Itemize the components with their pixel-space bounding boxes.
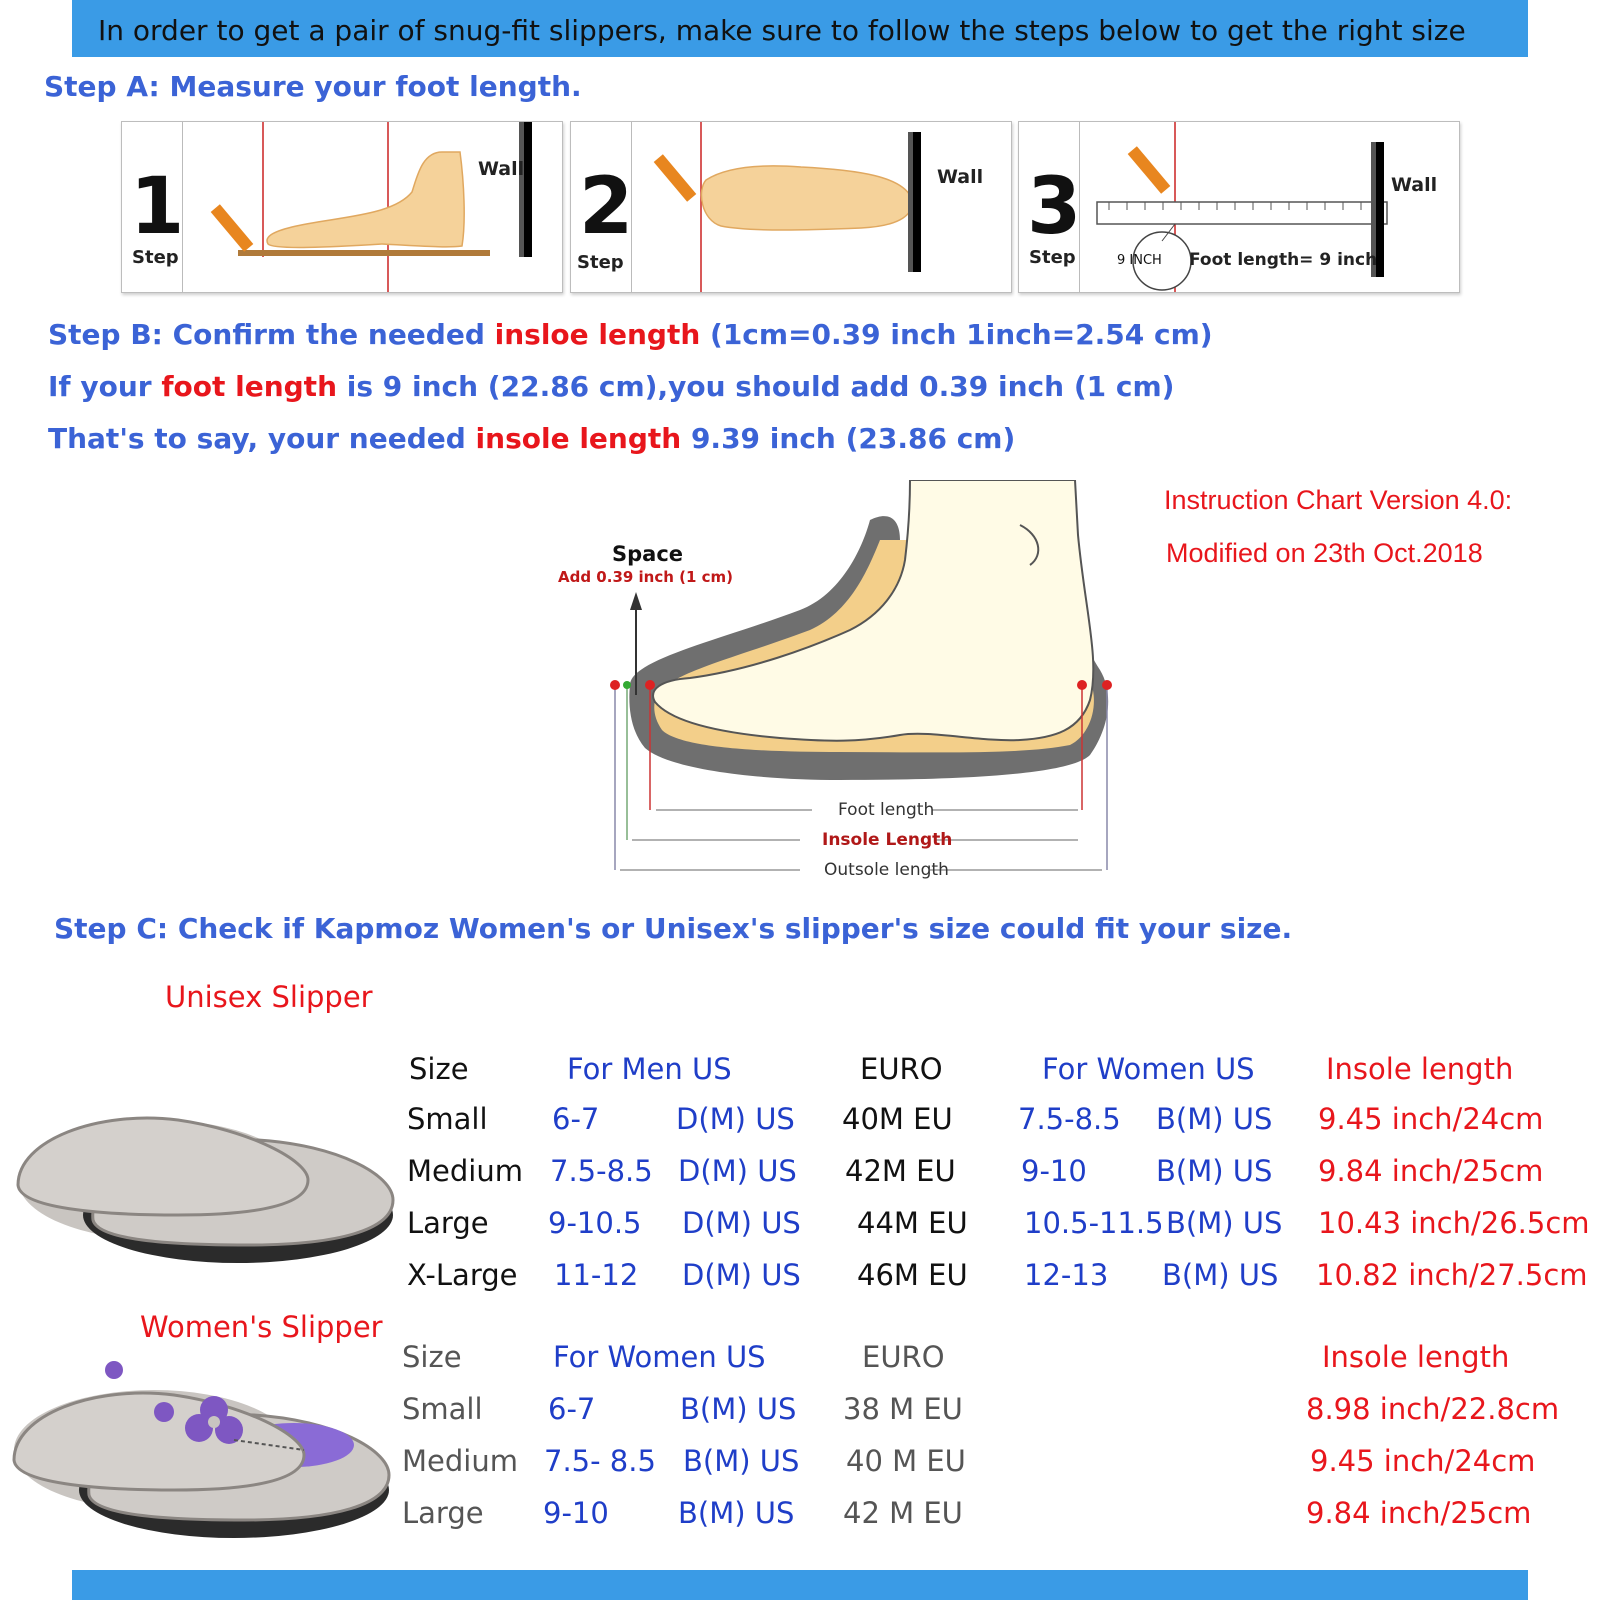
header-women-us: For Women US bbox=[553, 1340, 766, 1374]
row-euro: 40M EU bbox=[842, 1102, 953, 1136]
unisex-slipper-image bbox=[8, 1080, 403, 1270]
row-men-width: D(M) US bbox=[678, 1154, 797, 1188]
version-line-1: Instruction Chart Version 4.0: bbox=[1164, 485, 1513, 515]
row-women-us: 9-10 bbox=[1021, 1154, 1087, 1188]
step-a-heading: Step A: Measure your foot length. bbox=[44, 70, 582, 103]
row-euro: 44M EU bbox=[857, 1206, 968, 1240]
row-men-us: 9-10.5 bbox=[548, 1206, 642, 1240]
womens-slipper-title: Women's Slipper bbox=[140, 1310, 383, 1344]
row-men-us: 7.5-8.5 bbox=[550, 1154, 653, 1188]
foot-top-illustration bbox=[631, 122, 1011, 292]
row-women-us: 12-13 bbox=[1024, 1258, 1109, 1292]
row-size: Medium bbox=[402, 1444, 518, 1478]
header-size: Size bbox=[402, 1340, 462, 1374]
row-euro: 42 M EU bbox=[843, 1496, 963, 1530]
step-number: 2 bbox=[579, 162, 634, 252]
insole-length-label: Insole Length bbox=[822, 830, 953, 850]
row-women-width: B(M) US bbox=[1162, 1258, 1279, 1292]
row-size: Medium bbox=[407, 1154, 523, 1188]
womens-slipper-image bbox=[4, 1350, 399, 1550]
step-label: Step bbox=[1029, 247, 1076, 268]
header-size: Size bbox=[409, 1052, 469, 1086]
row-insole-length: 9.84 inch/25cm bbox=[1306, 1496, 1532, 1530]
row-euro: 46M EU bbox=[857, 1258, 968, 1292]
header-men-us: For Men US bbox=[567, 1052, 732, 1086]
version-line-2: Modified on 23th Oct.2018 bbox=[1166, 538, 1483, 568]
row-euro: 42M EU bbox=[845, 1154, 956, 1188]
step-panel-3 bbox=[1018, 121, 1460, 293]
row-women-width: B(M) US bbox=[683, 1444, 800, 1478]
row-men-width: D(M) US bbox=[682, 1206, 801, 1240]
row-women-width: B(M) US bbox=[1156, 1102, 1273, 1136]
row-size: Large bbox=[407, 1206, 489, 1240]
foot-length-label: Foot length bbox=[838, 800, 935, 820]
wall-label: Wall bbox=[1391, 174, 1438, 196]
row-women-us: 6-7 bbox=[548, 1392, 596, 1426]
unisex-slipper-title: Unisex Slipper bbox=[165, 980, 373, 1014]
row-women-width: B(M) US bbox=[678, 1496, 795, 1530]
step-label: Step bbox=[132, 247, 179, 268]
step-panel-1 bbox=[121, 121, 563, 293]
step-b-line-3: That's to say, your needed insole length 9.39 inch (23.86 cm) bbox=[48, 422, 1016, 455]
row-insole-length: 10.43 inch/26.5cm bbox=[1318, 1206, 1590, 1240]
step-panel-2 bbox=[570, 121, 1012, 293]
step-label: Step bbox=[577, 252, 624, 273]
top-banner bbox=[72, 0, 1528, 57]
row-insole-length: 9.45 inch/24cm bbox=[1318, 1102, 1544, 1136]
nine-inch-circle-label: 9 INCH bbox=[1117, 253, 1162, 268]
step-c-heading: Step C: Check if Kapmoz Women's or Unisex's slipper's size could fit your size. bbox=[54, 912, 1293, 945]
row-women-width: B(M) US bbox=[1166, 1206, 1283, 1240]
foot-side-illustration bbox=[182, 122, 562, 292]
step-number: 3 bbox=[1027, 162, 1082, 252]
row-insole-length: 8.98 inch/22.8cm bbox=[1306, 1392, 1560, 1426]
row-euro: 40 M EU bbox=[846, 1444, 966, 1478]
row-size: X-Large bbox=[407, 1258, 518, 1292]
bottom-banner bbox=[72, 1570, 1528, 1600]
row-insole-length: 9.84 inch/25cm bbox=[1318, 1154, 1544, 1188]
foot-length-readout: Foot length= 9 inch bbox=[1189, 250, 1378, 270]
space-label: Space bbox=[612, 542, 684, 566]
row-insole-length: 10.82 inch/27.5cm bbox=[1316, 1258, 1588, 1292]
wall-label: Wall bbox=[478, 158, 525, 180]
header-euro: EURO bbox=[862, 1340, 945, 1374]
outsole-length-label: Outsole length bbox=[824, 860, 949, 880]
row-women-us: 7.5-8.5 bbox=[1018, 1102, 1121, 1136]
header-insole-length: Insole length bbox=[1326, 1052, 1514, 1086]
header-women-us: For Women US bbox=[1042, 1052, 1255, 1086]
step-b-line-2: If your foot length is 9 inch (22.86 cm),you should add 0.39 inch (1 cm) bbox=[48, 370, 1175, 403]
row-women-width: B(M) US bbox=[1156, 1154, 1273, 1188]
row-men-width: D(M) US bbox=[676, 1102, 795, 1136]
row-men-width: D(M) US bbox=[682, 1258, 801, 1292]
wall-label: Wall bbox=[937, 166, 984, 188]
row-men-us: 11-12 bbox=[554, 1258, 639, 1292]
banner-text: In order to get a pair of snug-fit slippers, make sure to follow the steps below to get the right size bbox=[98, 14, 1466, 47]
row-insole-length: 9.45 inch/24cm bbox=[1310, 1444, 1536, 1478]
add-space-label: Add 0.39 inch (1 cm) bbox=[558, 568, 734, 586]
row-women-us: 9-10 bbox=[543, 1496, 609, 1530]
row-men-us: 6-7 bbox=[552, 1102, 600, 1136]
row-size: Small bbox=[407, 1102, 488, 1136]
step-number: 1 bbox=[130, 162, 185, 252]
row-size: Large bbox=[402, 1496, 484, 1530]
row-women-us: 10.5-11.5 bbox=[1024, 1206, 1164, 1240]
header-insole-length: Insole length bbox=[1322, 1340, 1510, 1374]
row-size: Small bbox=[402, 1392, 483, 1426]
step-b-line-1: Step B: Confirm the needed insloe length (1cm=0.39 inch 1inch=2.54 cm) bbox=[48, 318, 1213, 351]
row-euro: 38 M EU bbox=[843, 1392, 963, 1426]
header-euro: EURO bbox=[860, 1052, 943, 1086]
row-women-us: 7.5- 8.5 bbox=[544, 1444, 656, 1478]
row-women-width: B(M) US bbox=[680, 1392, 797, 1426]
